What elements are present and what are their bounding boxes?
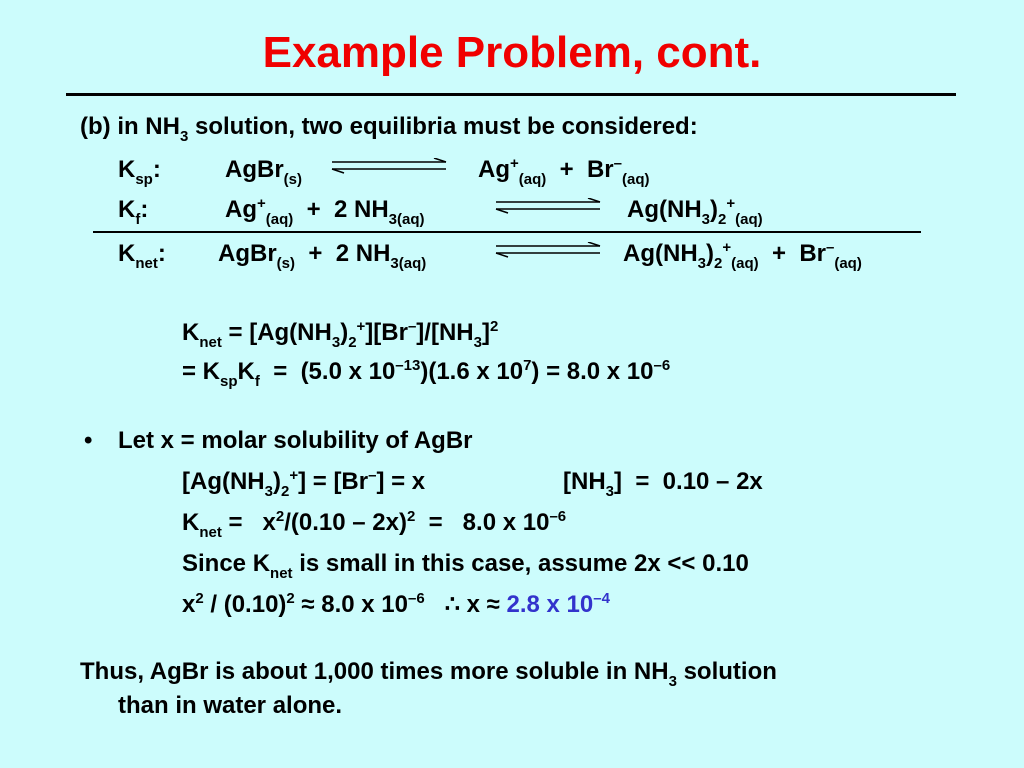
kf-product: $Ag(NH_3)_2^+_{(aq)}$ xyxy=(627,195,763,228)
ksp-label: $K_{sp}$: xyxy=(118,156,161,188)
knet-label: $K_{net}$: xyxy=(118,240,166,272)
sum-divider xyxy=(93,231,921,233)
title-divider xyxy=(66,93,956,96)
knet-value: = $K_{sp}K_f = (5.0$ x $10^{-13})(1.6$ x $10^7) = 8.0$ x $10^{-6}$ xyxy=(182,357,671,390)
bullet-text: Let x = molar solubility of AgBr xyxy=(118,427,473,454)
approximation-line: $x^2 / (0.10)^2 \approx 8.0$ x $10^{-6}$ ∴ x ≈ 2.8 x $10^{-4}$ xyxy=(182,590,610,618)
equilibrium-arrow-icon xyxy=(330,158,448,174)
knet-expression: $K_{net} = [Ag(NH_3)_2^+][Br^-]/[NH_3]^2$ xyxy=(182,318,499,351)
equilibrium-arrow-icon xyxy=(494,242,602,258)
knet-reactants: AgBr$_{(s)}$ + 2 $NH_{3(aq)}$ xyxy=(218,240,427,272)
nh3-concentration: $[NH_3] = 0.10 - 2x$ xyxy=(563,468,763,500)
assumption-line: Since $K_{net}$ is small in this case, assume 2x << 0.10 xyxy=(182,550,749,582)
knet-equation-line: $K_{net} = x^2/(0.10 - 2x)^2 = 8.0$ x $10^{-6}$ xyxy=(182,508,567,541)
kf-label: $K_f$: xyxy=(118,196,149,228)
conclusion-line-1: Thus, AgBr is about 1,000 times more soluble in $NH_3$ solution xyxy=(80,658,777,690)
intro-line: (b) in $NH_3$ solution, two equilibria must be considered: xyxy=(80,113,698,145)
slide-title: Example Problem, cont. xyxy=(262,28,762,77)
bullet-icon: • xyxy=(84,427,93,454)
ksp-reactant: AgBr$_{(s)}$ xyxy=(225,156,303,188)
kf-reactants: $Ag^+_{(aq)} + 2$ $NH_{3(aq)}$ xyxy=(225,195,425,228)
ksp-products: $Ag^+_{(aq)} + Br^-_{(aq)}$ xyxy=(478,155,650,188)
conclusion-line-2: than in water alone. xyxy=(118,692,343,719)
concentration-line: $[Ag(NH_3)_2^+] = [Br^-] = x$ xyxy=(182,467,426,500)
equilibrium-arrow-icon xyxy=(494,198,602,214)
answer-value: 2.8 x $10^{-4}$ xyxy=(506,590,610,618)
knet-products: $Ag(NH_3)_2^+_{(aq)} + Br^-_{(aq)}$ xyxy=(623,239,862,272)
